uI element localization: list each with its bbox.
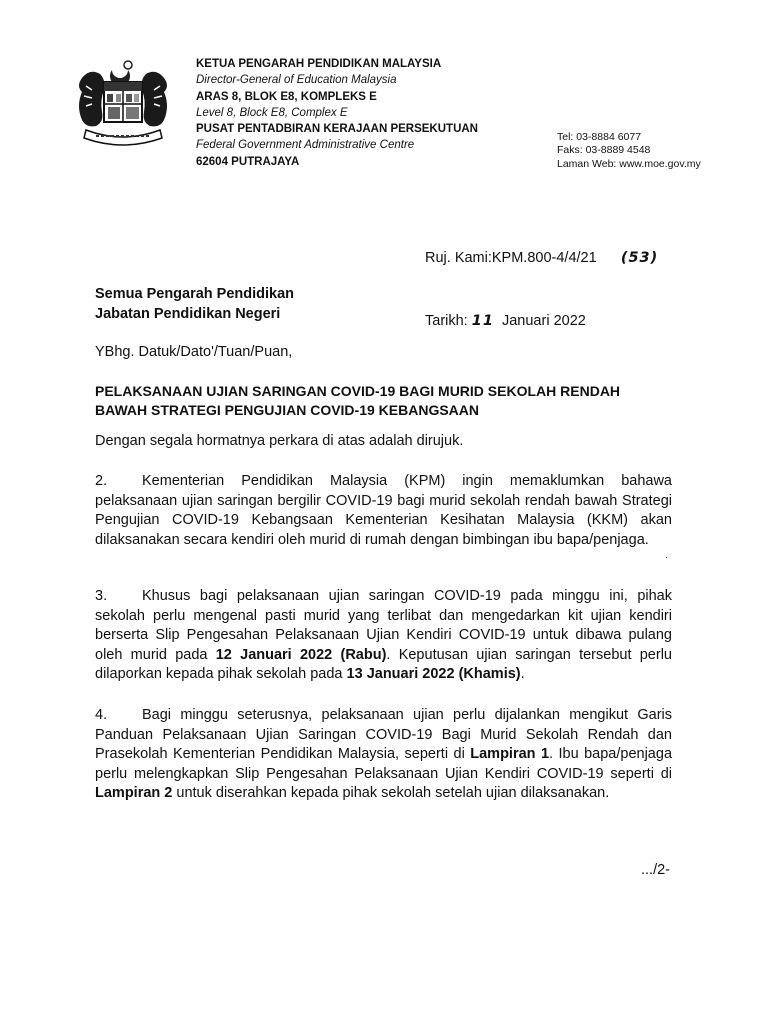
- letterhead-address-1-en: Level 8, Block E8, Complex E: [196, 106, 348, 119]
- next-page-indicator: .../2-: [641, 862, 671, 878]
- paragraph-text: Bagi minggu seterusnya, pelaksanaan ujian perlu dijalankan mengikut Garis Panduan Pelaksanaan Ujian Saringan COVID-19 Bagi Murid Sekolah Rendah dan Prasekolah Kementerian Pendidikan Malaysia, seperti di: [95, 707, 672, 763]
- paragraph-text: Khusus bagi pelaksanaan ujian saringan COVID-19 pada minggu ini, pihak sekolah perlu mengenal pasti murid yang terlibat dan mengedarkan kit ujian kendiri berserta Slip Pengesahan Pelaksanaan Ujian Kendiri COVID-19 untuk dibawa pulang oleh murid pada: [95, 588, 672, 663]
- reference-number: Ruj. Kami:KPM.800-4/4/21: [425, 250, 597, 266]
- paragraph-text: . Keputusan ujian saringan tersebut perlu dilaporkan kepada pihak sekolah pada: [95, 646, 672, 683]
- date-month-year: Januari 2022: [493, 313, 586, 329]
- letterhead: [196, 56, 478, 170]
- reference-handwritten-number: (53): [620, 250, 659, 266]
- date-line: [425, 311, 658, 332]
- addressee-line-2: Jabatan Pendidikan Negeri: [95, 306, 281, 322]
- paragraph-2: [95, 472, 672, 550]
- paragraph-bold-date: 13 Januari 2022 (Khamis): [346, 666, 521, 683]
- paragraph-text: .: [520, 666, 525, 683]
- appendix-reference: Lampiran 1: [470, 746, 550, 763]
- paragraph-number: 3.: [95, 588, 108, 604]
- letterhead-title-en: Director-General of Education Malaysia: [196, 74, 397, 87]
- paragraph-number: 4.: [95, 707, 108, 723]
- letterhead-address-2: PUSAT PENTADBIRAN KERAJAAN PERSEKUTUAN: [196, 123, 478, 136]
- contact-fax: Faks: 03-8889 4548: [557, 144, 651, 157]
- paragraph-text: . Ibu bapa/penjaga perlu melengkapkan Slip Pengesahan Pelaksanaan Ujian Kendiri COVID-19 seperti di: [95, 746, 673, 782]
- malaysia-coat-of-arms-icon: [68, 56, 178, 148]
- paragraph-number: 2.: [95, 473, 108, 489]
- subject-line-1: PELAKSANAAN UJIAN SARINGAN COVID-19 BAGI MURID SEKOLAH RENDAH: [95, 383, 621, 399]
- intro-paragraph: Dengan segala hormatnya perkara di atas adalah dirujuk.: [95, 433, 464, 449]
- addressee-line-1: Semua Pengarah Pendidikan: [95, 286, 295, 302]
- contact-tel: Tel: 03-8884 6077: [557, 131, 642, 143]
- reference-line: [425, 248, 658, 269]
- date-label: Tarikh:: [425, 313, 472, 329]
- date-handwritten-day: 11: [471, 313, 494, 329]
- appendix-reference: Lampiran 2: [95, 785, 173, 802]
- letterhead-address-1: ARAS 8, BLOK E8, KOMPLEKS E: [196, 90, 377, 103]
- subject-heading: [95, 382, 685, 419]
- letterhead-address-2-en: Federal Government Administrative Centre: [196, 139, 415, 152]
- paragraph-text: untuk diserahkan kepada pihak sekolah setelah ujian dilaksanakan.: [172, 785, 610, 802]
- letterhead-postcode: 62604 PUTRAJAYA: [196, 155, 300, 168]
- paragraph-4: [95, 706, 672, 804]
- paragraph-text: Kementerian Pendidikan Malaysia (KPM) ingin memaklumkan bahawa pelaksanaan ujian saringan bergilir COVID-19 bagi murid sekolah rendah bawah Strategi Pengujian COVID-19 Kebangsaan Kementerian Kesihatan Malaysia (KKM) akan dilaksanakan secara kendiri oleh murid di rumah dengan bimbingan ibu bapa/penjaga.: [95, 473, 672, 548]
- salutation: YBhg. Datuk/Dato'/Tuan/Puan,: [95, 344, 293, 360]
- stray-mark: ·: [665, 552, 669, 563]
- addressee: [95, 284, 294, 324]
- contact-block: [557, 131, 701, 171]
- contact-web: Laman Web: www.moe.gov.my: [557, 157, 701, 170]
- paragraph-bold-date: 12 Januari 2022 (Rabu): [215, 646, 387, 663]
- reference-block: [425, 206, 658, 353]
- letterhead-title: KETUA PENGARAH PENDIDIKAN MALAYSIA: [196, 58, 442, 70]
- subject-line-2: BAWAH STRATEGI PENGUJIAN COVID-19 KEBANGSAAN: [95, 401, 480, 418]
- paragraph-3: [95, 587, 672, 685]
